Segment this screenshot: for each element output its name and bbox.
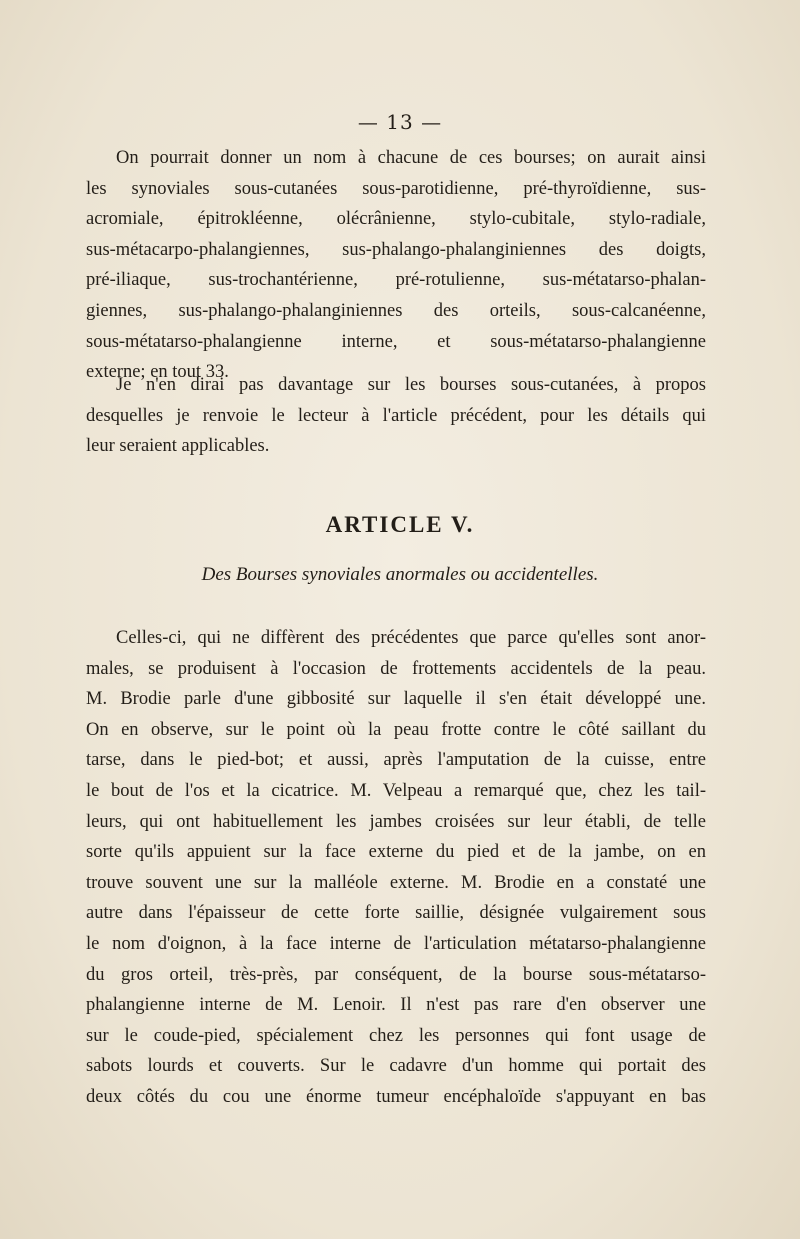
paragraph-accidental-bursae <box>86 623 706 1113</box>
page-number: — 13 — <box>357 110 443 134</box>
text-line: sur le coude-pied, spécialement chez les personnes qui font usage de <box>86 1025 706 1046</box>
paragraph-subcutaneous-bursae <box>86 370 706 462</box>
text-line: tarse, dans le pied-bot; et aussi, après l'amputation de la cuisse, entre <box>86 750 706 771</box>
text-line: leur seraient applicables. <box>86 436 270 457</box>
text-line: pré-iliaque, sus-trochantérienne, pré-rotulienne, sus-métatarso-phalan- <box>86 270 706 291</box>
text-line: giennes, sus-phalango-phalanginiennes des orteils, sous-calcanéenne, <box>86 300 706 321</box>
text-line: deux côtés du cou une énorme tumeur encéphaloïde s'appuyant en bas <box>86 1086 706 1107</box>
text-line: M. Brodie parle d'une gibbosité sur laquelle il s'en était développé une. <box>86 689 706 710</box>
text-line: phalangienne interne de M. Lenoir. Il n'est pas rare d'en observer une <box>86 995 706 1016</box>
text-line: autre dans l'épaisseur de cette forte saillie, désignée vulgairement sous <box>86 903 706 924</box>
text-line: sus-métacarpo-phalangiennes, sus-phalango-phalanginiennes des doigts, <box>86 239 706 260</box>
text-line: le nom d'oignon, à la face interne de l'articulation métatarso-phalangienne <box>86 933 706 954</box>
paragraph-bursae-names <box>86 143 706 388</box>
text-line: desquelles je renvoie le lecteur à l'article précédent, pour les détails qui <box>86 405 706 426</box>
text-line: leurs, qui ont habituellement les jambes croisées sur leur établi, de telle <box>86 811 706 832</box>
text-line: sabots lourds et couverts. Sur le cadavre d'un homme qui portait des <box>86 1056 706 1077</box>
text-line: On en observe, sur le point où la peau frotte contre le côté saillant du <box>86 719 706 740</box>
article-subtitle: Des Bourses synoviales anormales ou accidentelles. <box>201 564 599 585</box>
text-line: Je n'en dirai pas davantage sur les bourses sous-cutanées, à propos <box>116 375 706 395</box>
text-line: externe; en tout 33. <box>86 362 229 383</box>
article-heading: ARTICLE V. <box>325 512 475 537</box>
text-line: acromiale, épitrokléenne, olécrânienne, stylo-cubitale, stylo-radiale, <box>86 209 706 230</box>
text-line: du gros orteil, très-près, par conséquent, de la bourse sous-métatarso- <box>86 964 706 985</box>
text-line: On pourrait donner un nom à chacune de ces bourses; on aurait ainsi <box>116 148 706 168</box>
text-line: trouve souvent une sur la malléole externe. M. Brodie en a constaté une <box>86 872 706 893</box>
text-line: sous-métatarso-phalangienne interne, et sous-métatarso-phalangienne <box>86 331 706 352</box>
text-line: le bout de l'os et la cicatrice. M. Velpeau a remarqué que, chez les tail- <box>86 780 706 801</box>
text-line: sorte qu'ils appuient sur la face externe du pied et de la jambe, on en <box>86 842 706 863</box>
text-line: les synoviales sous-cutanées sous-parotidienne, pré-thyroïdienne, sus- <box>86 178 706 199</box>
text-line: Celles-ci, qui ne diffèrent des précédentes que parce qu'elles sont anor- <box>116 628 706 648</box>
text-line: males, se produisent à l'occasion de frottements accidentels de la peau. <box>86 658 706 679</box>
